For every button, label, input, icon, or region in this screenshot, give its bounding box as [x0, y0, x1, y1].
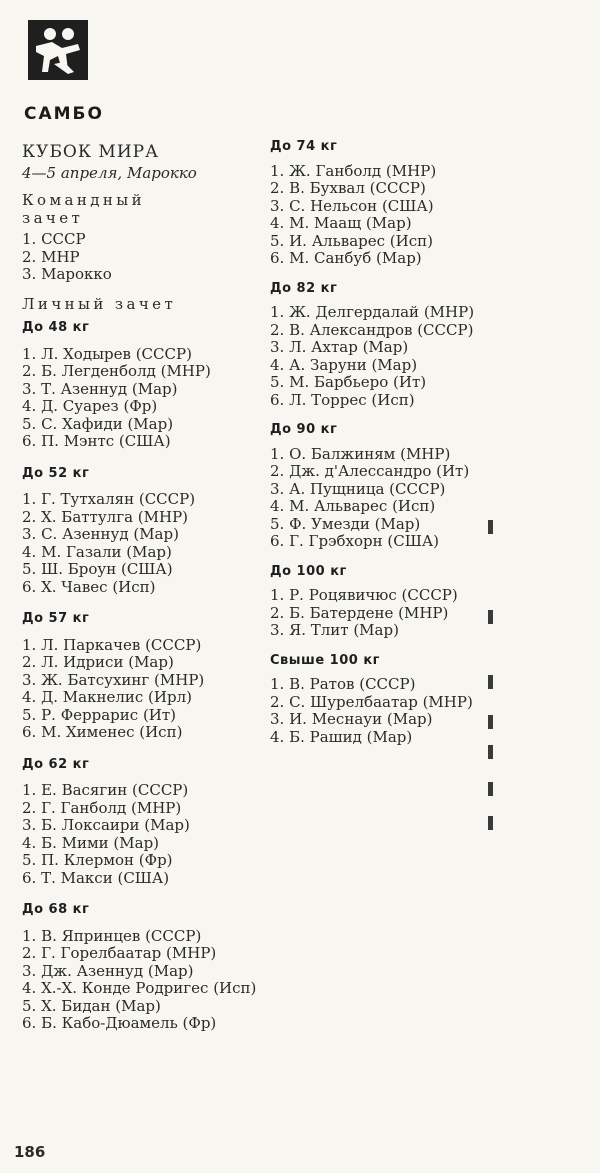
weight-category — [270, 421, 488, 551]
weight-category — [270, 280, 488, 410]
team-results — [22, 231, 272, 284]
result-row: 2. Б. Легденболд (МНР) — [22, 362, 211, 380]
result-row: 1. Г. Тутхалян (СССР) — [22, 490, 196, 508]
result-row: 3. С. Нельсон (США) — [270, 196, 434, 215]
result-row: 4. М. Альварес (Исп) — [270, 497, 436, 515]
result-row: 1. О. Балжиням (МНР) — [270, 444, 451, 463]
left-column — [22, 142, 272, 1033]
result-row: 3. Л. Ахтар (Мар) — [270, 338, 409, 356]
weight-category — [22, 319, 272, 451]
page-number: 186 — [14, 1143, 46, 1161]
result-row: 5. П. Клермон (Фр) — [22, 851, 173, 869]
result-row: 6. Х. Чавес (Исп) — [22, 577, 156, 596]
result-row: 5. С. Хафиди (Мар) — [22, 414, 174, 433]
team-heading-line-1: Командный — [22, 191, 146, 209]
result-row: 1. Е. Васягин (СССР) — [22, 781, 189, 799]
adjacent-page-edge — [488, 520, 496, 830]
weight-category-title: До 68 кг — [22, 902, 90, 917]
result-row: 3. Т. Азеннуд (Мар) — [22, 379, 178, 398]
result-row: 2. Дж. д'Алессандро (Ит) — [270, 462, 470, 480]
result-row: 2. Х. Баттулга (МНР) — [22, 507, 189, 526]
result-row: 4. Б. Мими (Мар) — [22, 833, 160, 852]
weight-category-title: До 100 кг — [270, 563, 347, 579]
team-result-2: 2. МНР — [22, 247, 80, 266]
result-row: 3. Дж. Азеннуд (Мар) — [22, 961, 194, 980]
result-row: 1. Ж. Делгердалай (МНР) — [270, 303, 475, 321]
result-row: 6. П. Мэнтс (США) — [22, 432, 171, 450]
weight-category — [270, 138, 488, 268]
weight-category — [22, 465, 272, 597]
weight-category-title: До 57 кг — [22, 611, 90, 626]
competition-dates: 4—5 апреля, Марокко — [22, 164, 197, 182]
result-row: 2. В. Бухвал (СССР) — [270, 179, 426, 197]
result-row: 4. М. Маащ (Мар) — [270, 214, 412, 232]
weight-category-title: До 74 кг — [270, 139, 338, 154]
sambo-logo-icon — [28, 20, 88, 80]
result-row: 3. А. Пущница (СССР) — [270, 479, 446, 498]
result-row: 1. Ж. Ганболд (МНР) — [270, 161, 437, 180]
result-row: 2. С. Шурелбаатар (МНР) — [270, 692, 473, 711]
weight-category-title: До 62 кг — [22, 756, 90, 772]
team-heading-line-2: зачет — [22, 208, 84, 227]
right-column — [270, 138, 488, 746]
result-row: 4. М. Газали (Мар) — [22, 542, 172, 561]
weight-category — [22, 610, 272, 742]
result-row: 2. Г. Горелбаатар (МНР) — [22, 944, 217, 962]
result-row: 6. Т. Макси (США) — [22, 868, 170, 887]
result-row: 5. М. Барбьеро (Ит) — [270, 373, 427, 391]
result-row: 4. Д. Суарез (Фр) — [22, 397, 158, 415]
result-row: 1. Л. Паркачев (СССР) — [22, 635, 202, 654]
weight-category — [270, 652, 488, 747]
weight-category-title: Свыше 100 кг — [270, 652, 380, 668]
result-row: 6. Л. Торрес (Исп) — [270, 390, 415, 409]
result-row: 1. Р. Роцявичюс (СССР) — [270, 586, 458, 604]
result-row: 2. Л. Идриси (Мар) — [22, 653, 174, 671]
result-row: 3. С. Азеннуд (Мар) — [22, 525, 179, 543]
result-row: 5. Ш. Броун (США) — [22, 560, 173, 578]
result-row: 1. Л. Ходырев (СССР) — [22, 344, 192, 363]
team-result-1: 1. СССР — [22, 230, 86, 248]
result-row: 2. В. Александров (СССР) — [270, 320, 474, 339]
weight-category-title: До 48 кг — [22, 320, 90, 335]
weight-category-title: До 90 кг — [270, 422, 338, 437]
result-row: 6. Г. Грэбхорн (США) — [270, 532, 440, 550]
result-row: 3. Б. Локсаири (Мар) — [22, 816, 190, 834]
right-categories — [270, 138, 488, 746]
result-row: 3. Ж. Батсухинг (МНР) — [22, 670, 205, 689]
result-row: 2. Г. Ганболд (МНР) — [22, 798, 182, 817]
result-row: 5. Р. Феррарис (Ит) — [22, 705, 177, 724]
result-row: 4. Б. Рашид (Мар) — [270, 727, 413, 746]
weight-category — [270, 563, 488, 640]
result-row: 5. Х. Бидан (Мар) — [22, 996, 161, 1015]
result-row: 5. И. Альварес (Исп) — [270, 231, 433, 250]
result-row: 5. Ф. Умезди (Мар) — [270, 514, 421, 533]
result-row: 2. Б. Батердене (МНР) — [270, 603, 449, 622]
weight-category — [22, 901, 272, 1033]
result-row: 6. М. Хименес (Исп) — [22, 723, 183, 741]
result-row: 3. И. Меснауи (Мар) — [270, 710, 433, 728]
result-row: 6. Б. Кабо-Дюамель (Фр) — [22, 1014, 217, 1032]
result-row: 4. Х.-Х. Конде Родригес (Исп) — [22, 979, 257, 997]
result-row: 3. Я. Тлит (Мар) — [270, 621, 399, 639]
sport-title: САМБО — [24, 104, 104, 124]
competition-title: КУБОК МИРА — [22, 142, 159, 162]
left-categories — [22, 319, 272, 1033]
result-row: 1. В. Ратов (СССР) — [270, 675, 416, 693]
result-row: 4. А. Заруни (Мар) — [270, 355, 418, 374]
result-row: 6. М. Санбуб (Мар) — [270, 249, 422, 267]
individual-heading: Личный зачет — [22, 294, 177, 313]
result-row: 1. В. Япринцев (СССР) — [22, 926, 202, 945]
weight-category-title: До 52 кг — [22, 465, 90, 481]
result-row: 4. Д. Макнелис (Ирл) — [22, 688, 192, 706]
weight-category — [22, 756, 272, 888]
weight-category-title: До 82 кг — [270, 280, 338, 296]
team-result-3: 3. Марокко — [22, 265, 112, 283]
